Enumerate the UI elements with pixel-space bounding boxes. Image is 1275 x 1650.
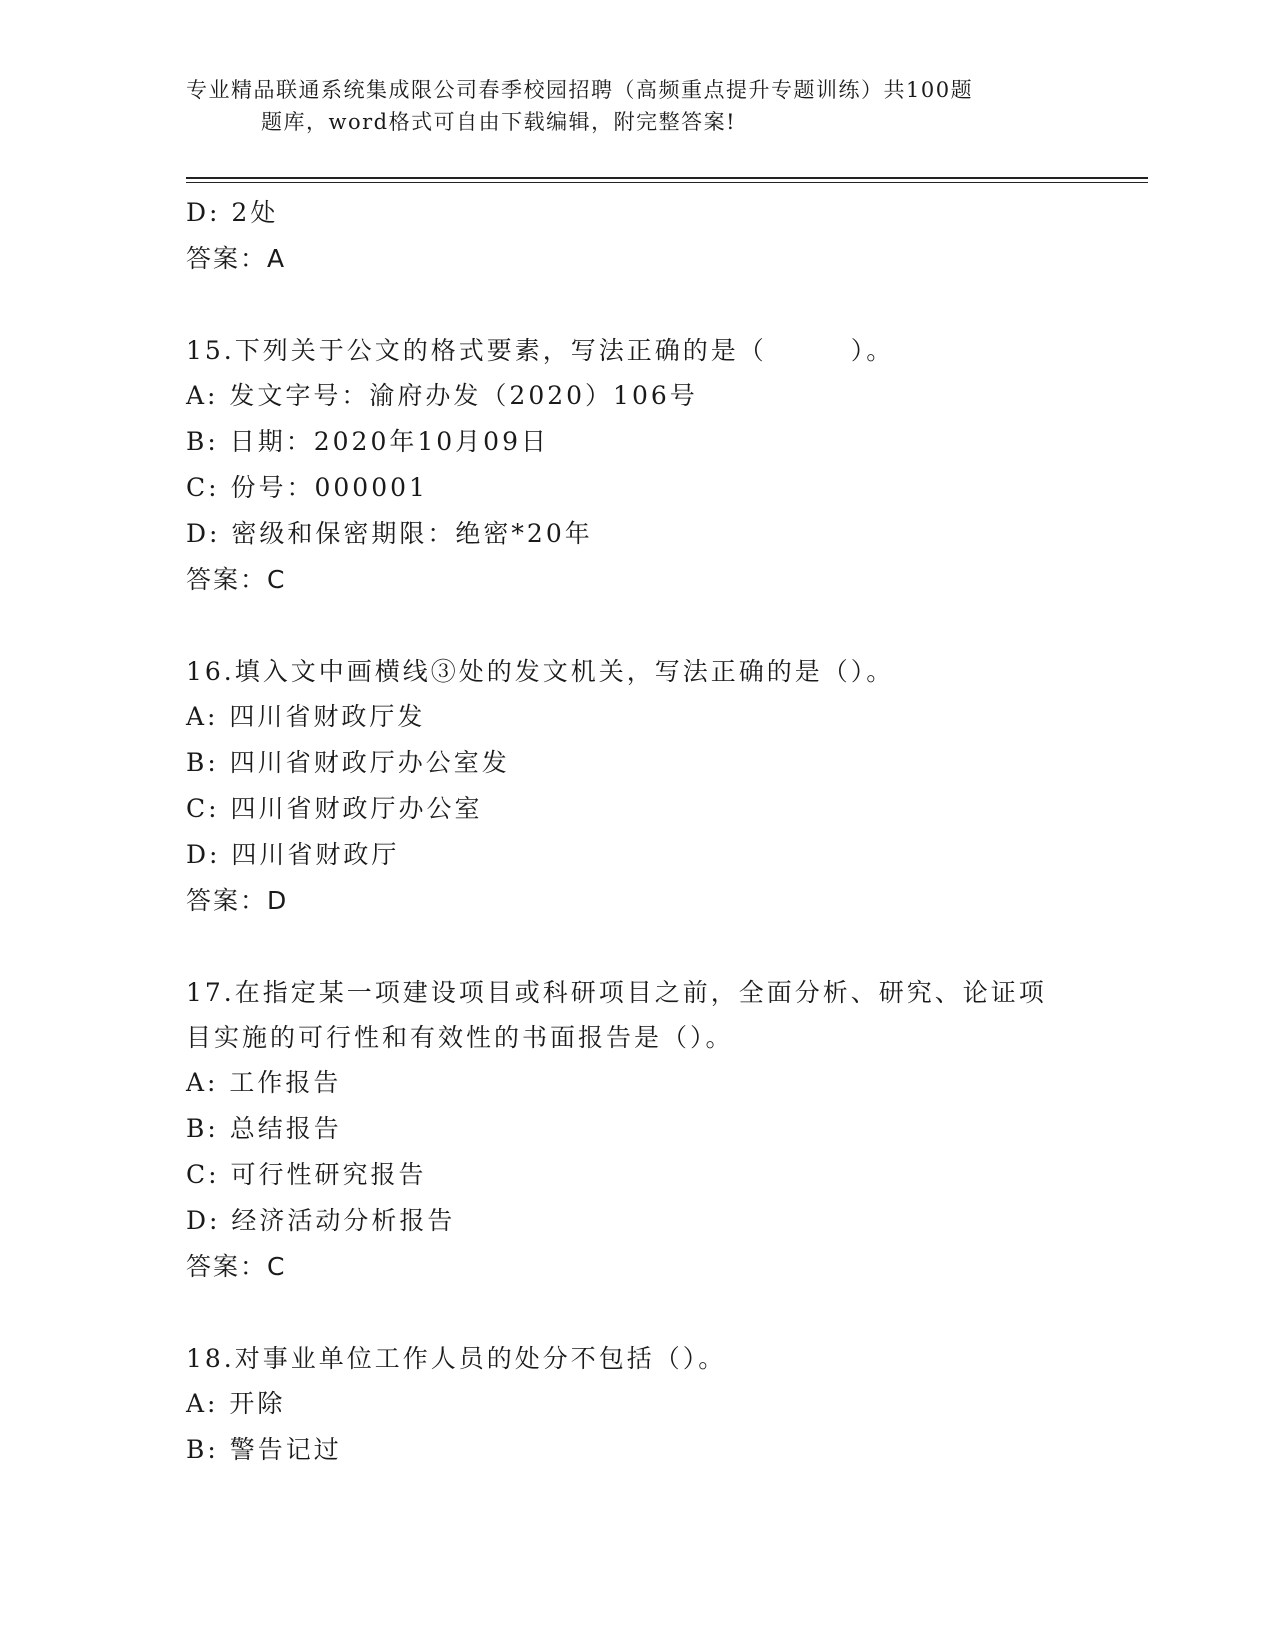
- option-line: D: 2处: [186, 198, 279, 227]
- question-stem: 17.在指定某一项建设项目或科研项目之前，全面分析、研究、论证项: [186, 978, 1047, 1007]
- option-c: C: 份号：000001: [186, 473, 428, 502]
- header-title-line-1: 专业精品联通系统集成限公司春季校园招聘（高频重点提升专题训练）共100题: [186, 78, 974, 102]
- option-b: B: 警告记过: [186, 1435, 342, 1464]
- question-stem: 15.下列关于公文的格式要素，写法正确的是（ ）。: [186, 336, 895, 365]
- spacer: [186, 603, 1086, 649]
- option-b: B: 四川省财政厅办公室发: [186, 748, 510, 777]
- question-16: [186, 649, 1086, 924]
- answer-line: 答案：C: [186, 1252, 287, 1281]
- answer-line: 答案：D: [186, 886, 289, 915]
- option-d: D: 经济活动分析报告: [186, 1206, 456, 1235]
- question-list: [186, 190, 1086, 1473]
- option-d: D: 密级和保密期限：绝密*20年: [186, 519, 593, 548]
- answer-line: 答案：C: [186, 565, 287, 594]
- question-stem: 16.填入文中画横线③处的发文机关，写法正确的是（）。: [186, 657, 895, 686]
- spacer: [186, 1290, 1086, 1336]
- option-a: A: 工作报告: [186, 1068, 342, 1097]
- document-header: [186, 74, 1066, 138]
- spacer: [186, 282, 1086, 328]
- option-a: A: 开除: [186, 1389, 286, 1418]
- option-c: C: 可行性研究报告: [186, 1160, 427, 1189]
- question-18: [186, 1336, 1086, 1473]
- question-stem: 18.对事业单位工作人员的处分不包括（）。: [186, 1344, 727, 1373]
- answer-line: 答案：A: [186, 244, 287, 273]
- question-stem-continued: 目实施的可行性和有效性的书面报告是（）。: [186, 1023, 734, 1052]
- question-17: [186, 970, 1086, 1290]
- option-a: A: 发文字号：渝府办发（2020）106号: [186, 381, 698, 410]
- option-c: C: 四川省财政厅办公室: [186, 794, 483, 823]
- option-b: B: 总结报告: [186, 1114, 342, 1143]
- header-rule-thin: [186, 182, 1148, 183]
- header-rule-thick: [186, 177, 1148, 179]
- option-d: D: 四川省财政厅: [186, 840, 400, 869]
- option-a: A: 四川省财政厅发: [186, 702, 426, 731]
- header-title-line-2: 题库，word格式可自由下载编辑，附完整答案!: [261, 110, 737, 134]
- option-b: B: 日期：2020年10月09日: [186, 427, 549, 456]
- spacer: [186, 924, 1086, 970]
- question-15: [186, 328, 1086, 603]
